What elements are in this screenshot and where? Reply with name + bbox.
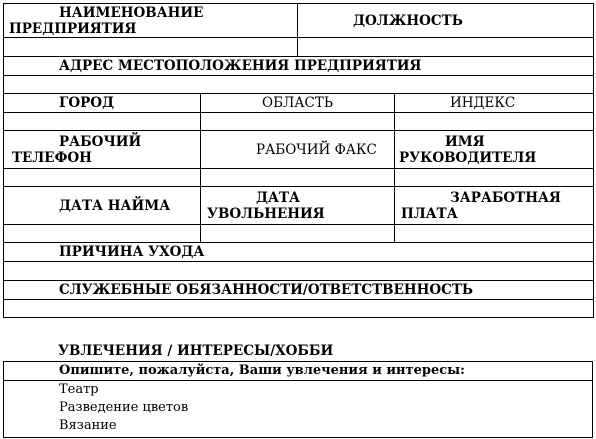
company-name-label <box>4 4 298 38</box>
work-phone-label <box>4 131 201 169</box>
region-label <box>201 94 395 113</box>
position-text: ДОЛЖНОСТЬ <box>353 12 463 29</box>
hire-date-field[interactable] <box>4 225 201 243</box>
duties-text: СЛУЖЕБНЫЕ ОБЯЗАННОСТИ/ОТВЕТСТВЕННОСТЬ <box>59 282 474 298</box>
index-label <box>395 94 594 113</box>
manager-name-line2: РУКОВОДИТЕЛЯ <box>399 149 537 166</box>
city-field[interactable] <box>4 113 201 131</box>
address-text: АДРЕС МЕСТОПОЛОЖЕНИЯ ПРЕДПРИЯТИЯ <box>59 58 422 74</box>
work-phone-line1: РАБОЧИЙ <box>59 133 142 150</box>
leave-reason-field[interactable] <box>4 262 594 281</box>
company-name-line2: ПРЕДПРИЯТИЯ <box>9 20 137 37</box>
duties-field[interactable] <box>4 300 594 318</box>
dismissal-date-field[interactable] <box>201 225 395 243</box>
salary-line1: ЗАРАБОТНАЯ <box>450 189 561 206</box>
hobbies-box[interactable] <box>3 361 593 438</box>
position-label <box>298 4 594 38</box>
city-label <box>4 94 201 113</box>
position-field[interactable] <box>298 38 594 57</box>
salary-label <box>395 187 594 225</box>
hire-date-label <box>4 187 201 225</box>
address-label <box>4 57 594 76</box>
dismissal-date-line2: УВОЛЬНЕНИЯ <box>207 205 325 222</box>
work-phone-line2: ТЕЛЕФОН <box>12 149 92 166</box>
hobby-item: Разведение цветов <box>59 400 189 415</box>
duties-label <box>4 281 594 300</box>
hobbies-prompt: Опишите, пожалуйста, Ваши увлечения и интересы: <box>4 362 592 381</box>
hobbies-title: УВЛЕЧЕНИЯ / ИНТЕРЕСЫ/ХОББИ <box>58 343 334 359</box>
dismissal-date-line1: ДАТА <box>256 189 301 206</box>
address-field[interactable] <box>4 76 594 94</box>
leave-reason-label <box>4 243 594 262</box>
company-name-field[interactable] <box>4 38 298 57</box>
work-fax-field[interactable] <box>201 169 395 187</box>
work-fax-label <box>201 131 395 169</box>
index-text: ИНДЕКС <box>450 95 516 111</box>
city-text: ГОРОД <box>59 95 114 111</box>
work-phone-field[interactable] <box>4 169 201 187</box>
region-text: ОБЛАСТЬ <box>262 95 333 111</box>
manager-name-field[interactable] <box>395 169 594 187</box>
company-name-line1: НАИМЕНОВАНИЕ <box>59 4 204 21</box>
hire-date-text: ДАТА НАЙМА <box>59 197 171 214</box>
salary-line2: ПЛАТА <box>401 205 458 222</box>
employment-table <box>3 3 594 318</box>
leave-reason-text: ПРИЧИНА УХОДА <box>59 244 205 260</box>
region-field[interactable] <box>201 113 395 131</box>
hobby-item: Вязание <box>59 418 117 433</box>
manager-name-label <box>395 131 594 169</box>
manager-name-line1: ИМЯ <box>445 133 485 150</box>
salary-field[interactable] <box>395 225 594 243</box>
hobby-item: Театр <box>59 382 99 397</box>
dismissal-date-label <box>201 187 395 225</box>
work-fax-text: РАБОЧИЙ ФАКС <box>256 141 377 158</box>
index-field[interactable] <box>395 113 594 131</box>
